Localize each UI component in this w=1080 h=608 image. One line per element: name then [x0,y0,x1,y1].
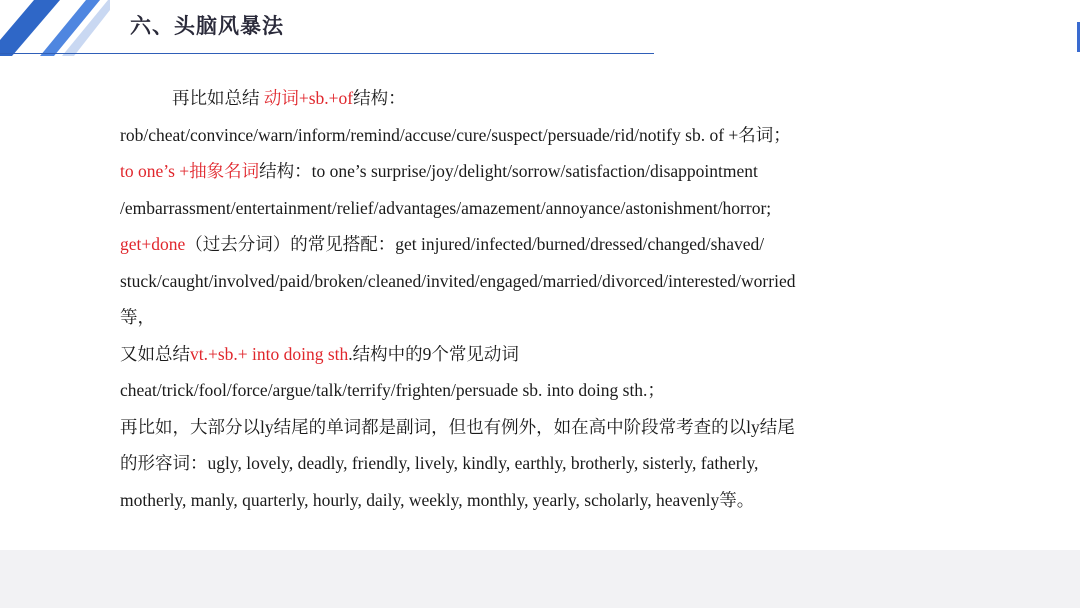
paragraph-line [120,445,920,482]
text: stuck/caught/involved/paid/broken/cleaned/invited/engaged/married/divorced/interested/worried [120,270,796,291]
text: 又如总结 [120,343,190,364]
footer-band [0,550,1080,608]
paragraph-line [120,263,920,300]
paragraph-line [120,409,920,446]
paragraph-line [120,190,920,227]
text: 结构： [353,88,406,108]
text: （过去分词）的常见搭配：get injured/infected/burned/dressed/changed/shaved/ [185,234,765,254]
highlight-text: vt.+sb.+ into doing sth [190,343,349,364]
corner-stripes-decoration [0,0,110,56]
paragraph-line [120,482,920,519]
paragraph-line [120,336,920,373]
paragraph-line [120,226,920,263]
highlight-text: get+done [120,234,186,254]
slide-body [120,80,920,518]
highlight-text: 动词+sb.+of [263,88,354,108]
text: cheat/trick/fool/force/argue/talk/terrify/frighten/persuade sb. into doing sth.； [120,380,665,400]
text: .结构中的9个常见动词 [348,343,519,364]
paragraph-line [120,372,920,409]
paragraph-line [120,80,920,117]
paragraph-line [120,153,920,190]
text: 等， [120,307,155,327]
text: 结构：to one’s surprise/joy/delight/sorrow/satisfaction/disappointment [259,161,758,181]
highlight-text: to one’s +抽象名词 [120,161,260,181]
paragraph-line [120,117,920,154]
text: 再比如总结 [172,88,264,108]
page-title: 六、头脑风暴法 [130,13,284,38]
text: rob/cheat/convince/warn/inform/remind/accuse/cure/suspect/persuade/rid/notify sb. of +名词； [120,124,791,145]
title-underline [0,53,654,54]
paragraph-line [120,299,920,336]
text: 的形容词：ugly, lovely, deadly, friendly, lively, kindly, earthly, brotherly, sisterly, fatherly, [120,453,759,473]
text: /embarrassment/entertainment/relief/advantages/amazement/annoyance/astonishment/horror; [120,197,772,218]
text: 再比如，大部分以ly结尾的单词都是副词，但也有例外，如在高中阶段常考查的以ly结尾 [120,416,795,437]
text: motherly, manly, quarterly, hourly, daily, weekly, monthly, yearly, scholarly, heavenly等。 [120,489,755,510]
